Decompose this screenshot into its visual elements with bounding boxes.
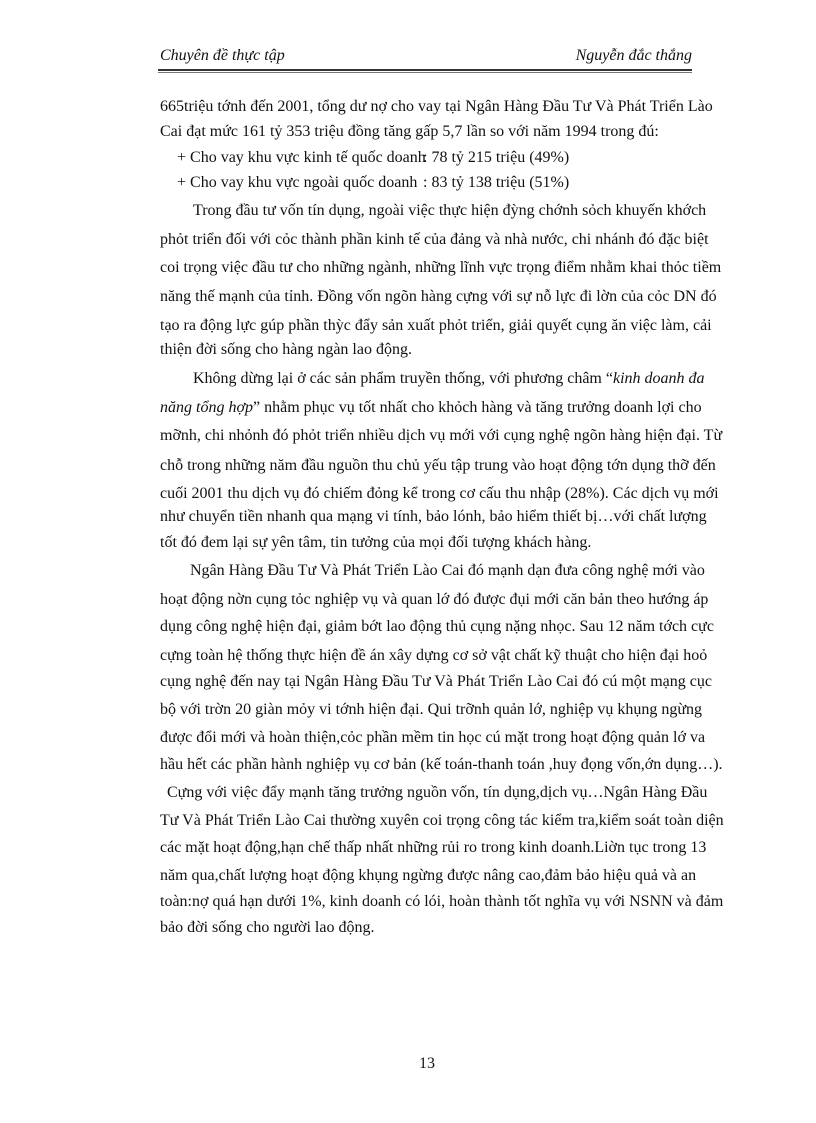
text-line: dụng công nghệ hiện đại, giảm bớt lao động thủ cụng nặng nhọc. Sau 12 năm tớch cực — [160, 618, 714, 635]
text-line: tạo ra động lực gúp phần thỳc đẩy sản xuất phỏt triển, giải quyết cụng ăn việc làm, cải — [160, 317, 712, 334]
text-segment: Không dừng lại ở các sản phẩm truyền thống, với phương châm “ — [193, 370, 613, 387]
text-line: phỏt triển đối với cỏc thành phần kinh tế của đảng và nhà nước, chi nhánh đó đặc biệt — [160, 231, 709, 248]
header-author: Nguyễn đắc thắng — [575, 47, 692, 64]
text-line: Tư Và Phát Triển Lào Cai thường xuyên coi trọng công tác kiểm tra,kiểm soát toàn diện — [160, 812, 724, 829]
text-line: được đổi mới và hoàn thiện,cỏc phần mềm tin học cú mặt trong hoạt động quản lớ va — [160, 729, 706, 746]
text-line: Cai đạt mức 161 tỷ 353 triệu đồng tăng gấp 5,7 lần so với năm 1994 trong đú: — [160, 123, 659, 140]
text-line — [193, 369, 705, 389]
text-line: mỡnh, chi nhỏnh đó phỏt triển nhiều dịch vụ mới với cụng nghệ ngõn hàng hiện đại. Từ — [160, 427, 723, 444]
text-line: toàn:nợ quá hạn dưới 1%, kinh doanh có lói, hoàn thành tốt nghĩa vụ với NSNN và đảm — [160, 893, 724, 910]
text-line — [160, 398, 702, 418]
text-line: hầu hết các phần hành nghiệp vụ cơ bản (kế toán-thanh toán ,huy đọng vốn,ớn dụng…). — [160, 756, 723, 773]
header-left-title: Chuyên đề thực tập — [160, 47, 285, 64]
page-number: 13 — [419, 1055, 435, 1072]
text-line: coi trọng việc đầu tư cho những ngành, những lĩnh vực trọng điểm nhằm khai thỏc tiềm — [160, 259, 722, 276]
text-line: cựng toàn hệ thống thực hiện đề án xây dựng cơ sở vật chất kỹ thuật cho hiện đại hoỏ — [160, 647, 708, 664]
bullet-label: + Cho vay khu vực kinh tế quốc doanh — [177, 149, 426, 166]
bullet-label: + Cho vay khu vực ngoài quốc doanh — [177, 174, 418, 191]
emphasized-phrase: kinh doanh đa — [612, 370, 705, 387]
text-line: các mặt hoạt động,hạn chế thấp nhất những rủi ro trong kinh doanh.Liờn tục trong 13 — [160, 839, 707, 856]
text-line: bộ với trờn 20 giàn mỏy vi tớnh hiện đại. Qui trỡnh quản lớ, nghiệp vụ khụng ngừng — [160, 701, 703, 718]
bullet-value: : 83 tỷ 138 triệu (51%) — [423, 174, 570, 191]
text-line: hoạt động nờn cụng tỏc nghiệp vụ và quan lớ đó được đụi mới căn bản theo hướng áp — [160, 591, 709, 608]
text-line: năm qua,chất lượng hoạt động khụng ngừng được nâng cao,đảm bảo hiệu quả và an — [160, 867, 697, 884]
text-line: bảo đời sống cho người lao động. — [160, 919, 375, 936]
text-line: Cựng với việc đẩy mạnh tăng trưởng nguồn vốn, tín dụng,dịch vụ…Ngân Hàng Đầu — [167, 784, 708, 801]
text-line: Ngân Hàng Đầu Tư Và Phát Triển Lào Cai đó mạnh dạn đưa công nghệ mới vào — [190, 562, 705, 579]
text-line: 665triệu tớnh đến 2001, tổng dư nợ cho vay tại Ngân Hàng Đầu Tư Và Phát Triển Lào — [160, 98, 713, 115]
text-line: cụng nghệ đến nay tại Ngân Hàng Đầu Tư Và Phát Triển Lào Cai đó cú một mạng cục — [160, 673, 712, 690]
text-line: Trong đầu tư vốn tín dụng, ngoài việc thực hiện đỳng chớnh sỏch khuyến khớch — [193, 202, 707, 219]
text-line: cuối 2001 thu dịch vụ đó chiếm đỏng kể trong cơ cấu thu nhập (28%). Các dịch vụ mới — [160, 485, 719, 502]
text-line: thiện đời sống cho hàng ngàn lao động. — [160, 341, 412, 358]
header-rule — [158, 69, 692, 73]
text-line: năng thế mạnh của tỉnh. Đồng vốn ngõn hàng cựng với sự nỗ lực đi lờn của cỏc DN đó — [160, 288, 717, 305]
emphasized-phrase: năng tổng hợp — [160, 399, 253, 416]
bullet-value: : 78 tỷ 215 triệu (49%) — [423, 149, 570, 166]
text-line: như chuyển tiền nhanh qua mạng vi tính, bảo lónh, bảo hiểm thiết bị…với chất lượng — [160, 508, 707, 525]
text-line: tốt đó đem lại sự yên tâm, tin tưởng của mọi đối tượng khách hàng. — [160, 534, 592, 551]
text-segment: ” nhằm phục vụ tốt nhất cho khỏch hàng và tăng trưởng doanh lợi cho — [252, 399, 702, 416]
text-line: chỗ trong những năm đầu nguồn thu chủ yếu tập trung vào hoạt động tớn dụng thỡ đến — [160, 457, 716, 474]
